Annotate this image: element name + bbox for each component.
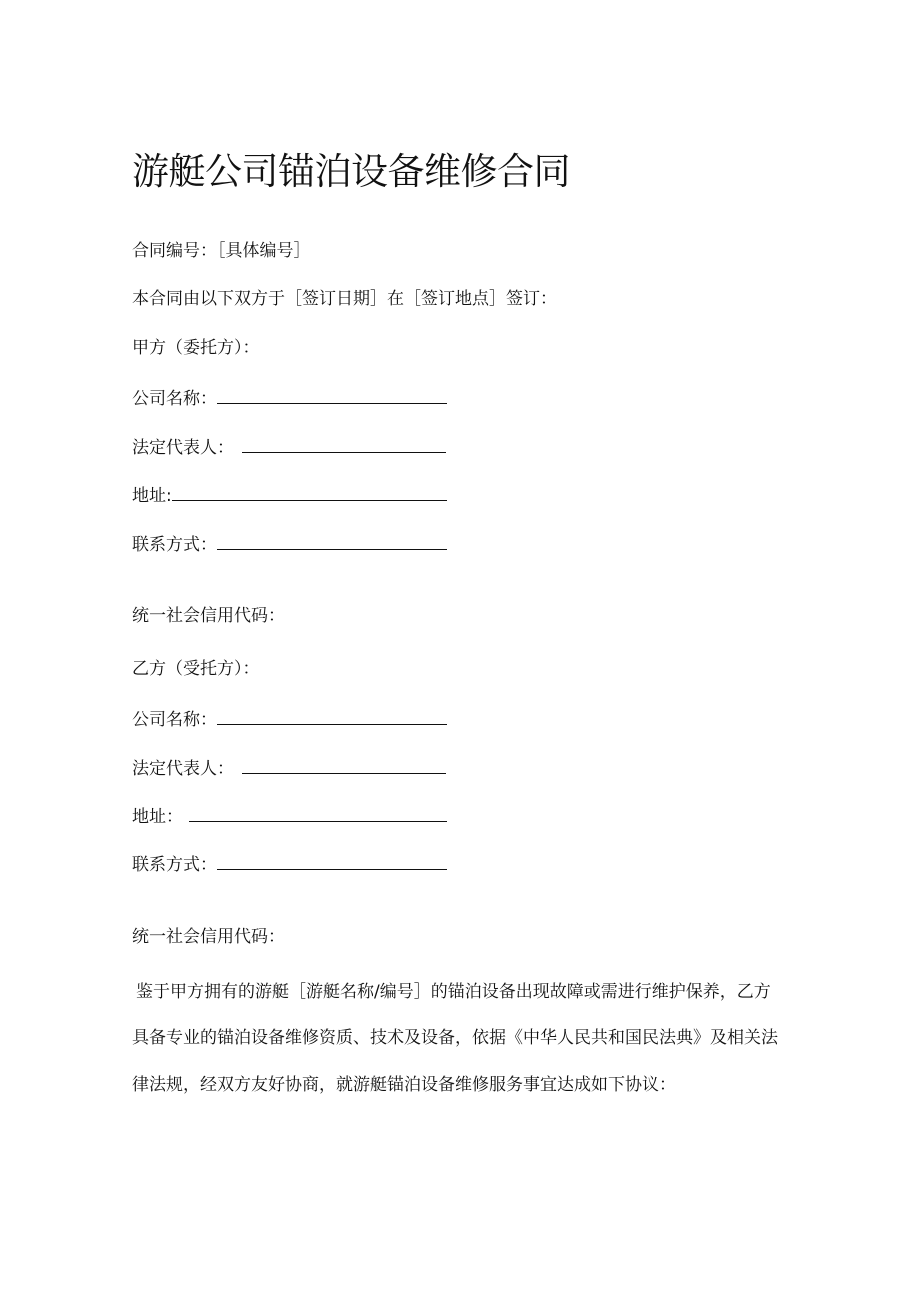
party-b-address-blank[interactable] xyxy=(189,802,447,822)
party-a-credit-code: 统一社会信用代码： xyxy=(132,606,285,626)
party-b-representative-blank[interactable] xyxy=(242,754,446,774)
party-a-representative-label: 法定代表人： xyxy=(132,438,234,458)
party-b-company-label: 公司名称： xyxy=(132,710,217,730)
party-b-address-label: 地址： xyxy=(132,807,183,827)
party-a-address-row xyxy=(132,481,447,508)
recital-line-1: 鉴于甲方拥有的游艇［游艇名称/编号］的锚泊设备出现故障或需进行维护保养，乙方 xyxy=(136,982,771,1002)
contract-number-line xyxy=(132,239,311,263)
party-a-contact-blank[interactable] xyxy=(217,530,447,550)
party-b-credit-code: 统一社会信用代码： xyxy=(132,927,285,947)
party-a-address-blank[interactable] xyxy=(172,481,447,501)
party-a-company-row xyxy=(132,384,447,411)
contract-number-value: ［具体编号］ xyxy=(217,241,311,261)
party-a-address-label: 地址: xyxy=(132,486,172,506)
party-a-heading: 甲方（委托方）： xyxy=(132,338,260,358)
party-b-company-blank[interactable] xyxy=(217,705,447,725)
party-a-representative-blank[interactable] xyxy=(242,433,446,453)
document-title: 游艇公司锚泊设备维修合同 xyxy=(132,150,570,193)
contract-number-label: 合同编号： xyxy=(132,241,217,261)
party-b-company-row xyxy=(132,705,447,732)
party-b-contact-label: 联系方式： xyxy=(132,855,217,875)
party-a-contact-row xyxy=(132,530,447,557)
party-b-representative-label: 法定代表人： xyxy=(132,759,234,779)
party-a-representative-row xyxy=(132,433,446,460)
party-b-address-row xyxy=(132,802,447,829)
party-b-contact-blank[interactable] xyxy=(217,850,447,870)
party-b-heading: 乙方（受托方）： xyxy=(132,659,260,679)
party-a-company-blank[interactable] xyxy=(217,384,447,404)
party-b-representative-row xyxy=(132,754,446,781)
party-a-contact-label: 联系方式： xyxy=(132,535,217,555)
recital-line-2: 具备专业的锚泊设备维修资质、技术及设备，依据《中华人民共和国民法典》及相关法 xyxy=(132,1028,778,1048)
party-b-contact-row xyxy=(132,850,447,877)
recital-line-3: 律法规，经双方友好协商，就游艇锚泊设备维修服务事宜达成如下协议： xyxy=(132,1075,676,1095)
intro-line: 本合同由以下双方于［签订日期］在［签订地点］签订： xyxy=(132,289,557,309)
party-a-company-label: 公司名称： xyxy=(132,389,217,409)
